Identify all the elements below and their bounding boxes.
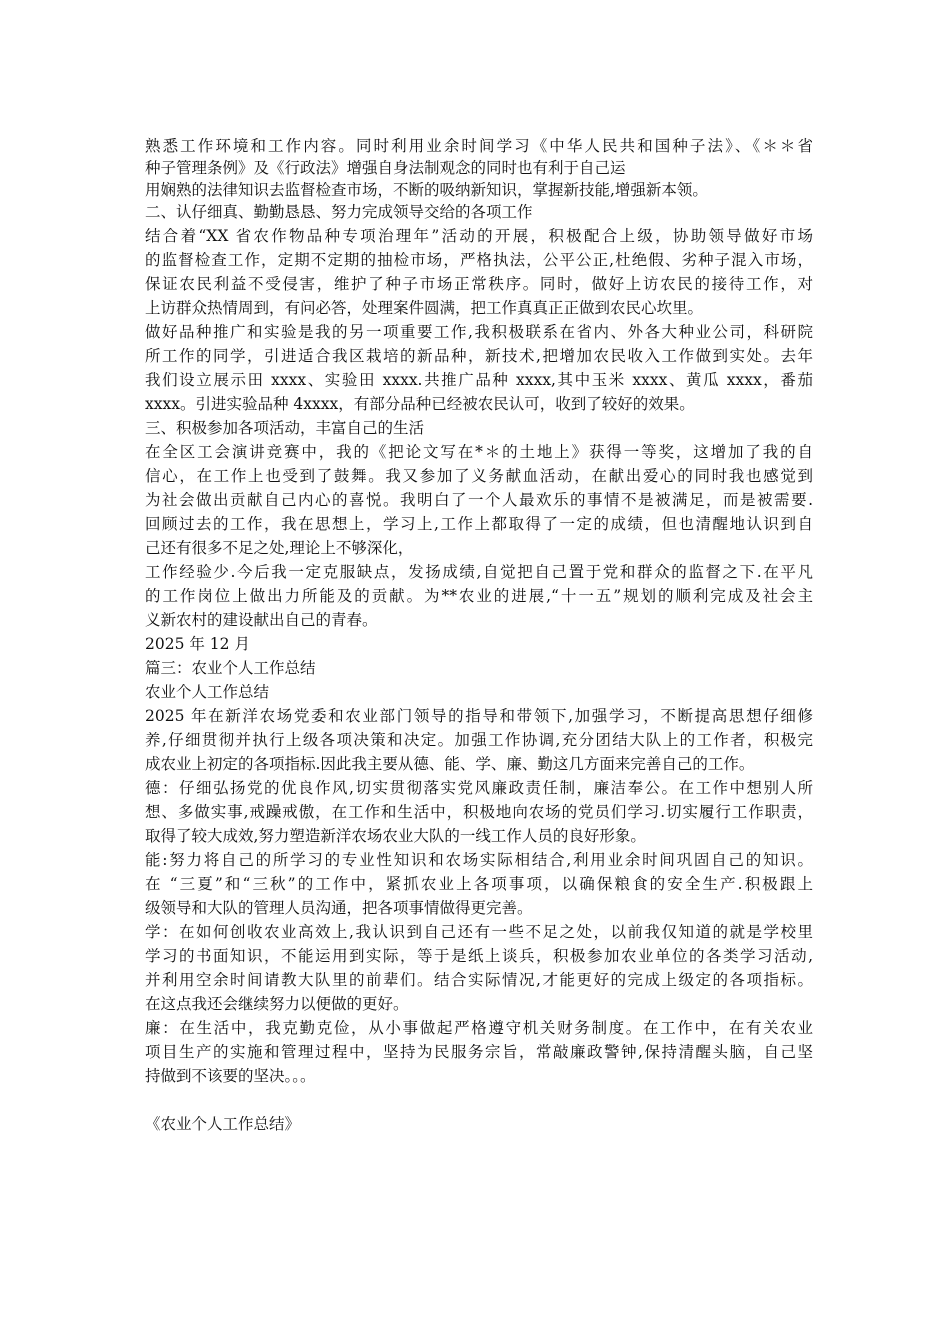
date-line: 2025 年 12 月 (145, 635, 250, 653)
text-line: 在全区工会演讲竞赛中，我的《把论文写在*＊的土地上》获得一等奖，这增加了我的自 (145, 443, 813, 461)
text-line: 并利用空余时间请教大队里的前辈们。结合实际情况,才能更好的完成上级定的各项指标。 (145, 971, 813, 989)
text-line: 用娴熟的法律知识去监督检查市场，不断的吸纳新知识，掌握新技能,增强新本领。 (145, 181, 708, 199)
text-line: 能:努力将自己的所学习的专业性知识和农场实际相结合,利用业余时间巩固自己的知识。 (145, 851, 813, 869)
text-line: 熟悉工作环境和工作内容。同时利用业余时间学习《中华人民共和国种子法》、《＊＊省 (145, 137, 813, 155)
text-line: 的工作岗位上做出力所能及的贡献。为**农业的进展,“十一五”规划的顺利完成及社会主 (145, 587, 813, 605)
text-line: 结合着“XX 省农作物品种专项治理年”活动的开展，积极配合上级，协助领导做好市场 (145, 227, 813, 245)
text-line: 种子管理条例》及《行政法》增强自身法制观念的同时也有利于自己运 (145, 159, 626, 177)
text-line: 为社会做出贡献自己内心的喜悦。我明白了一个人最欢乐的事情不是被满足，而是被需要. (145, 491, 813, 509)
text-line: xxxx。引进实验品种 4xxxx，有部分品种已经被农民认可，收到了较好的效果。 (145, 395, 695, 413)
text-line: 持做到不该要的坚决。。。 (145, 1067, 316, 1085)
text-line: 取得了较大成效,努力塑造新洋农场农业大队的一线工作人员的良好形象。 (145, 827, 646, 845)
text-line: 义新农村的建设献出自己的青春。 (145, 611, 378, 629)
text-line: 学：在如何创收农业高效上,我认识到自己还有一些不足之处，以前我仅知道的就是学校里 (145, 923, 813, 941)
text-line: 在这点我还会继续努力以便做的更好。 (145, 995, 409, 1013)
text-line: 廉：在生活中，我克勤克俭，从小事做起严格遵守机关财务制度。在工作中，在有关农业 (145, 1019, 813, 1037)
chapter-heading: 篇三：农业个人工作总结 (145, 659, 316, 677)
text-line: 做好品种推广和实验是我的另一项重要工作,我积极联系在省内、外各大种业公司，科研院 (145, 323, 813, 341)
chapter-title: 农业个人工作总结 (145, 683, 270, 701)
text-line: 工作经验少.今后我一定克服缺点，发扬成绩,自觉把自己置于党和群众的监督之下.在平凡 (145, 563, 813, 581)
text-line: 己还有很多不足之处,理论上不够深化， (145, 539, 414, 557)
text-line: 上访群众热情周到，有问必答，处理案件圆满，把工作真真正正做到农民心坎里。 (145, 299, 704, 317)
text-line: 成农业上初定的各项指标.因此我主要从德、能、学、廉、勤这几方面来完善自己的工作。 (145, 755, 755, 773)
text-line: 回顾过去的工作，我在思想上，学习上,工作上都取得了一定的成绩，但也清醒地认识到自 (145, 515, 813, 533)
text-line: 级领导和大队的管理人员沟通，把各项事情做得更完善。 (145, 899, 533, 917)
document-footer-title: 《农业个人工作总结》 (145, 1115, 301, 1133)
text-line: 2025 年在新洋农场党委和农业部门领导的指导和带领下,加强学习，不断提高思想仔细修 (145, 707, 813, 725)
section-heading: 二、认仔细真、勤勤恳恳、努力完成领导交给的各项工作 (145, 203, 533, 221)
text-line: 项目生产的实施和管理过程中，坚持为民服务宗旨，常敲廉政警钟,保持清醒头脑，自己坚 (145, 1043, 813, 1061)
text-line: 学习的书面知识，不能运用到实际，等于是纸上谈兵，积极参加农业单位的各类学习活动, (145, 947, 813, 965)
text-line: 保证农民利益不受侵害，维护了种子市场正常秩序。同时，做好上访农民的接待工作，对 (145, 275, 813, 293)
text-line: 所工作的同学，引进适合我区栽培的新品种，新技术,把增加农民收入工作做到实处。去年 (145, 347, 813, 365)
text-line: 信心，在工作上也受到了鼓舞。我又参加了义务献血活动，在献出爱心的同时我也感觉到 (145, 467, 813, 485)
text-line: 在 “三夏”和“三秋”的工作中，紧抓农业上各项事项，以确保粮食的安全生产.积极跟上 (145, 875, 813, 893)
text-line: 我们设立展示田 xxxx、实验田 xxxx.共推广品种 xxxx,其中玉米 xxxx、黄瓜 xxxx，番茄 (145, 371, 813, 389)
text-line: 的监督检查工作，定期不定期的抽检市场，严格执法，公平公正,杜绝假、劣种子混入市场， (145, 251, 813, 269)
text-line: 德：仔细弘扬党的优良作风,切实贯彻落实党风廉政责任制，廉洁奉公。在工作中想别人所 (145, 779, 813, 797)
section-heading: 三、积极参加各项活动，丰富自己的生活 (145, 419, 425, 437)
text-line: 养,仔细贯彻并执行上级各项决策和决定。加强工作协调,充分团结大队上的工作者，积极完 (145, 731, 813, 749)
text-line: 想、多做实事,戒躁戒傲，在工作和生活中，积极地向农场的党员们学习.切实履行工作职责， (145, 803, 813, 821)
